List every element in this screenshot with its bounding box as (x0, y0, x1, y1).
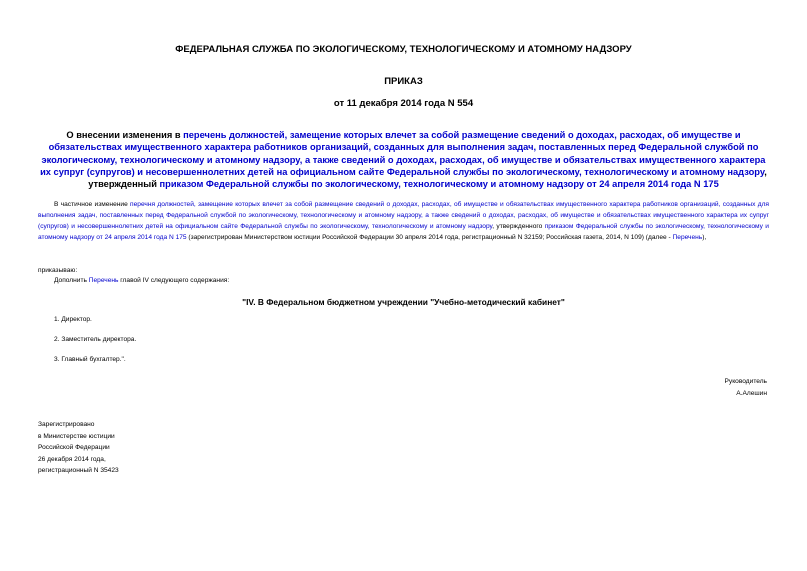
order-command: приказываю: (38, 267, 78, 274)
signature-block (725, 376, 767, 400)
add-suffix: главой IV следующего содержания: (118, 277, 230, 284)
preamble-paragraph (38, 200, 769, 244)
subject-link-order[interactable]: приказом Федеральной службы по экологическому, технологическому и атомному надзору от 24 апреля 2014 года N 175 (159, 179, 719, 190)
registration-line: 26 декабря 2014 года, (38, 455, 106, 463)
preamble-link-list[interactable]: перечня должностей, замещение которых влечет за собой размещение сведений о доходах, расходах, об имуществе и обязательствах имущественного характера работников организаций, созданных для выполнения задач, поставленных перед Федеральной службой по экологическому, технологическому и атомному надзору, а также сведений о доходах, расходах, об имуществе и обязательствах имущественного характера их супруг (супругов) и несовершеннолетних детей на официальном сайте Федеральной службы по экологическому, технологическому и атомному надзору (38, 201, 769, 230)
add-link-perechen[interactable]: Перечень (88, 277, 119, 284)
document-subject (36, 129, 771, 190)
preamble-end: ), (702, 233, 707, 241)
preamble-mid: , утвержденного (492, 222, 545, 230)
list-item: 1. Директор. (54, 316, 92, 323)
agency-title: ФЕДЕРАЛЬНАЯ СЛУЖБА ПО ЭКОЛОГИЧЕСКОМУ, ТЕХНОЛОГИЧЕСКОМУ И АТОМНОМУ НАДЗОРУ (175, 44, 632, 55)
registration-line: регистрационный N 35423 (38, 467, 119, 475)
preamble-link-order[interactable]: приказом Федеральной службы по экологическому, технологическому и атомному надзору от 24 апреля 2014 года N 175 (38, 222, 769, 241)
list-item: 2. Заместитель директора. (54, 336, 137, 343)
subject-text-1: О внесении изменения в (66, 130, 184, 140)
registration-block (38, 419, 119, 477)
document-type: ПРИКАЗ (384, 76, 423, 87)
list-item: 3. Главный бухгалтер.". (54, 356, 126, 363)
signer-name: А.Алешин (736, 390, 767, 397)
registration-line: в Министерстве юстиции (38, 432, 115, 440)
add-prefix: Дополнить (54, 277, 89, 284)
registration-line: Зарегистрировано (38, 421, 95, 428)
document-date-number: от 11 декабря 2014 года N 554 (333, 98, 474, 109)
preamble-tail: (зарегистрирован Министерством юстиции Российской Федерации 30 апреля 2014 года, регистрационный N 32159; Российская газета, 2014, N 109) (далее - (186, 233, 673, 241)
registration-line: Российской Федерации (38, 444, 110, 452)
signer-position: Руководитель (724, 378, 767, 385)
preamble-link-perechen[interactable]: Перечень (672, 233, 703, 241)
subject-link-list[interactable]: перечень должностей, замещение которых влечет за собой размещение сведений о доходах, расходах, об имуществе и обязательствах имущественного характера работников организаций, созданных для выполнения задач, поставленных перед Федеральной службой по экологическому, технологическому и атомному надзору, а также сведений о доходах, расходах, об имуществе и обязательствах имущественного характера их супруг (супругов) и несовершеннолетних детей на официальном сайте Федеральной службы по экологическому, технологическому и атомному надзору (40, 130, 766, 177)
subject-text-2: , утвержденный (88, 166, 767, 190)
order-add-instruction (54, 276, 229, 286)
preamble-intro: В частичное изменение (54, 201, 131, 208)
chapter-heading: "IV. В Федеральном бюджетном учреждении "Учебно-методический кабинет" (242, 297, 565, 307)
